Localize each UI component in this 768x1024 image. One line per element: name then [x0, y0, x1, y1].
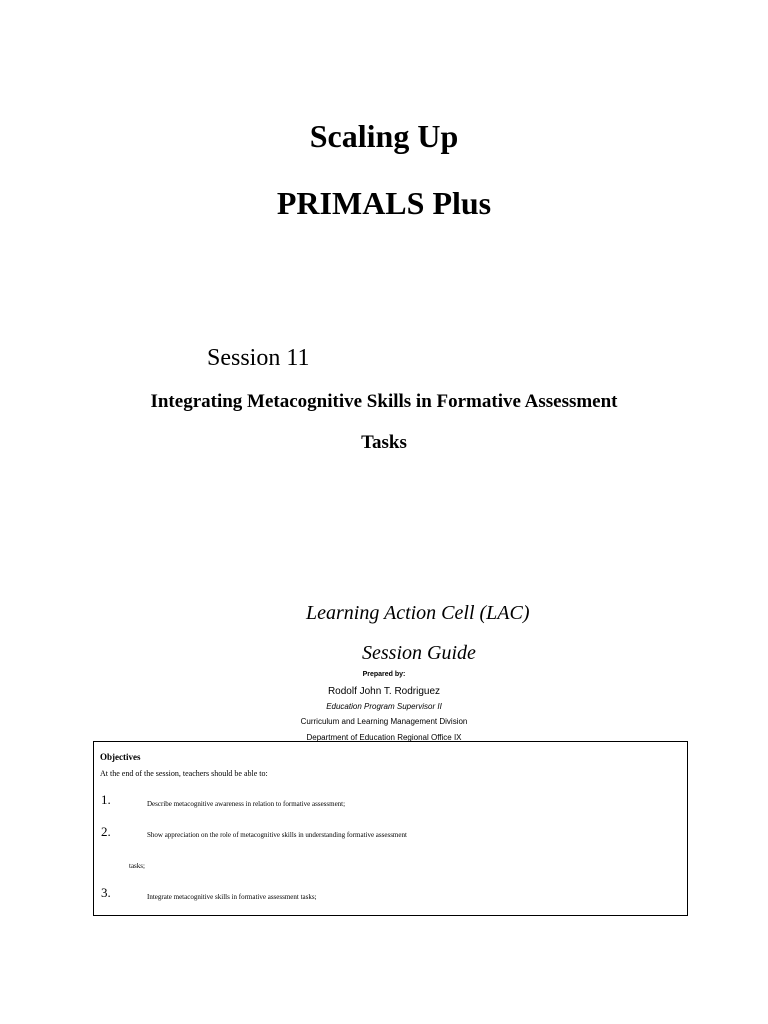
objective-number: 3.: [101, 885, 111, 900]
objectives-heading: Objectives: [100, 752, 141, 762]
author-division: Curriculum and Learning Management Division: [300, 717, 468, 726]
objective-text-continuation: tasks;: [129, 862, 145, 870]
author-office: Department of Education Regional Office IX: [306, 733, 462, 742]
guide-title-line-2: Session Guide: [362, 642, 476, 664]
author-name: Rodolf John T. Rodriguez: [327, 686, 441, 697]
objectives-intro: At the end of the session, teachers should be able to:: [100, 769, 268, 778]
session-title-line-1: Integrating Metacognitive Skills in Formative Assessment: [150, 391, 618, 412]
objective-text: Show appreciation on the role of metacognitive skills in understanding formative assessment: [147, 831, 407, 839]
prepared-by-label: Prepared by:: [362, 671, 406, 678]
objective-text: Integrate metacognitive skills in formative assessment tasks;: [147, 893, 317, 901]
objective-text: Describe metacognitive awareness in relation to formative assessment;: [147, 800, 346, 808]
objectives-box: [93, 741, 688, 916]
session-title-line-2: Tasks: [361, 432, 407, 453]
document-title-line-2: PRIMALS Plus: [276, 185, 492, 221]
objective-number: 1.: [101, 792, 111, 807]
author-position: Education Program Supervisor II: [326, 702, 442, 711]
document-title-line-1: Scaling Up: [309, 118, 459, 154]
objective-number: 2.: [101, 824, 111, 839]
guide-title-line-1: Learning Action Cell (LAC): [306, 602, 530, 624]
session-label: Session 11: [207, 345, 310, 371]
